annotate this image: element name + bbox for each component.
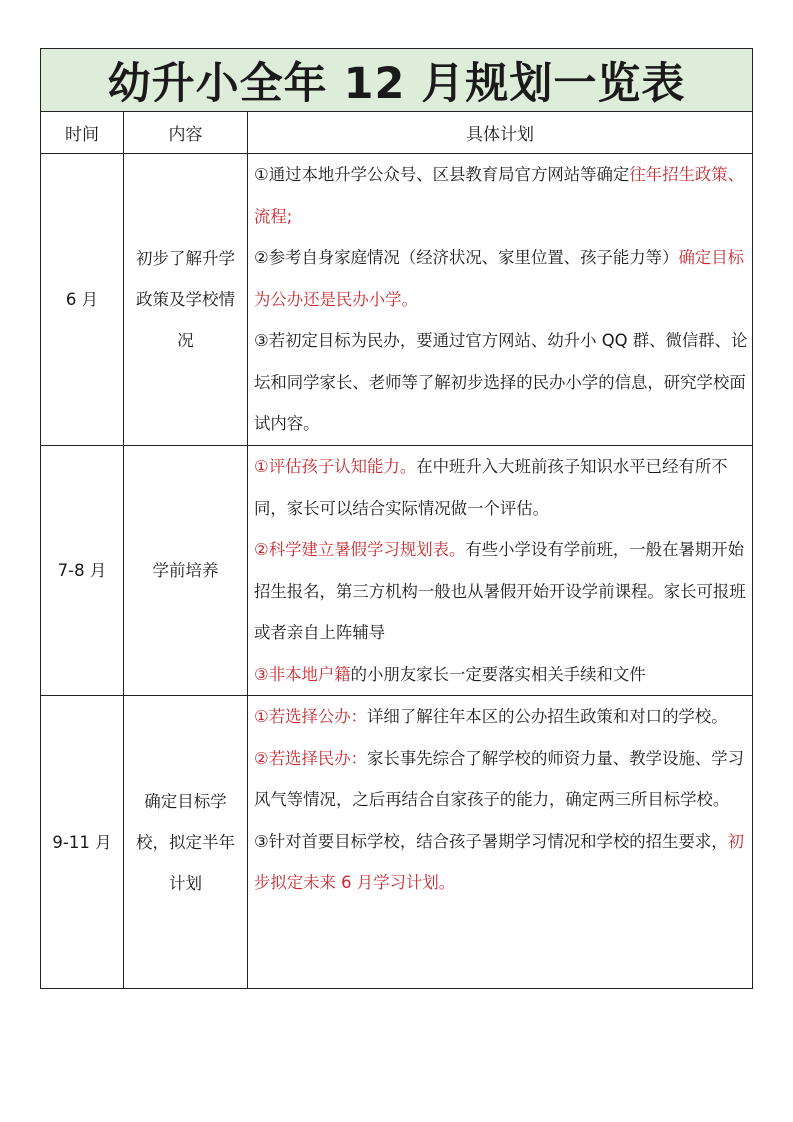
highlight-text: 确定目标为公办还是民办小学。 (254, 248, 745, 309)
plan-text: ③若初定目标为民办，要通过官方网站、幼升小 QQ 群、微信群、论坛和同学家长、老师等了解初步选择的民办小学的信息，研究学校面试内容。 (254, 331, 748, 433)
plan-cell (248, 446, 753, 696)
time-cell: 9-11 月 (41, 696, 124, 989)
content-cell (124, 154, 248, 446)
plan-cell (248, 154, 753, 446)
plan-text: 的小朋友家长一定要落实相关手续和文件 (350, 664, 646, 684)
highlight-text: 初步拟定未来 6 月学习计划。 (254, 831, 745, 892)
plan-table (40, 48, 753, 989)
highlight-text: 往年招生政策、流程; (254, 165, 745, 226)
plan-item (254, 154, 750, 237)
header-content: 内容 (124, 112, 248, 154)
plan-text: ②参考自身家庭情况（经济状况、家里位置、孩子能力等） (254, 248, 679, 267)
plan-item (254, 237, 750, 320)
plan-text: 有些小学设有学前班，一般在暑期开始招生报名，第三方机构一般也从暑假开始开设学前课程。家长可报班或者亲自上阵辅导 (254, 540, 746, 642)
page-title: 幼升小全年 12 月规划一览表 (41, 49, 753, 112)
table-row (41, 154, 753, 446)
plan-item (254, 738, 750, 821)
highlight-text: ①评估孩子认知能力。 (254, 457, 417, 476)
plan-item (254, 446, 750, 529)
content-text: 学前培养 (152, 561, 219, 580)
highlight-text: ②科学建立暑假学习规划表。 (254, 540, 466, 559)
plan-item (254, 320, 750, 445)
highlight-text: ②若选择民办： (254, 748, 368, 768)
highlight-text: ①若选择公办： (254, 707, 368, 726)
plan-text: ③针对首要目标学校，结合孩子暑期学习情况和学校的招生要求， (254, 831, 728, 851)
content-text: 确定目标学校，拟定半年计划 (136, 791, 235, 893)
table-row (41, 696, 753, 989)
content-cell (124, 446, 248, 696)
table-row (41, 446, 753, 696)
plan-text: 家长事先综合了解学校的师资力量、教学设施、学习风气等情况，之后再结合自家孩子的能力，确定两三所目标学校。 (254, 748, 745, 809)
plan-cell (248, 696, 753, 989)
highlight-text: ③非本地户籍 (254, 664, 351, 684)
plan-item (254, 821, 750, 904)
content-cell (124, 696, 248, 989)
time-cell: 7-8 月 (41, 446, 124, 696)
header-time: 时间 (41, 112, 124, 154)
time-cell: 6 月 (41, 154, 124, 446)
header-plan: 具体计划 (248, 112, 753, 154)
content-text: 初步了解升学政策及学校情况 (136, 249, 235, 350)
plan-item (254, 654, 750, 696)
plan-text: ①通过本地升学公众号、区县教育局官方网站等确定 (254, 165, 630, 184)
plan-text: 在中班升入大班前孩子知识水平已经有所不同，家长可以结合实际情况做一个评估。 (254, 457, 728, 518)
plan-item (254, 529, 750, 654)
plan-text: 详细了解往年本区的公办招生政策和对口的学校。 (367, 707, 728, 726)
plan-item (254, 696, 750, 738)
